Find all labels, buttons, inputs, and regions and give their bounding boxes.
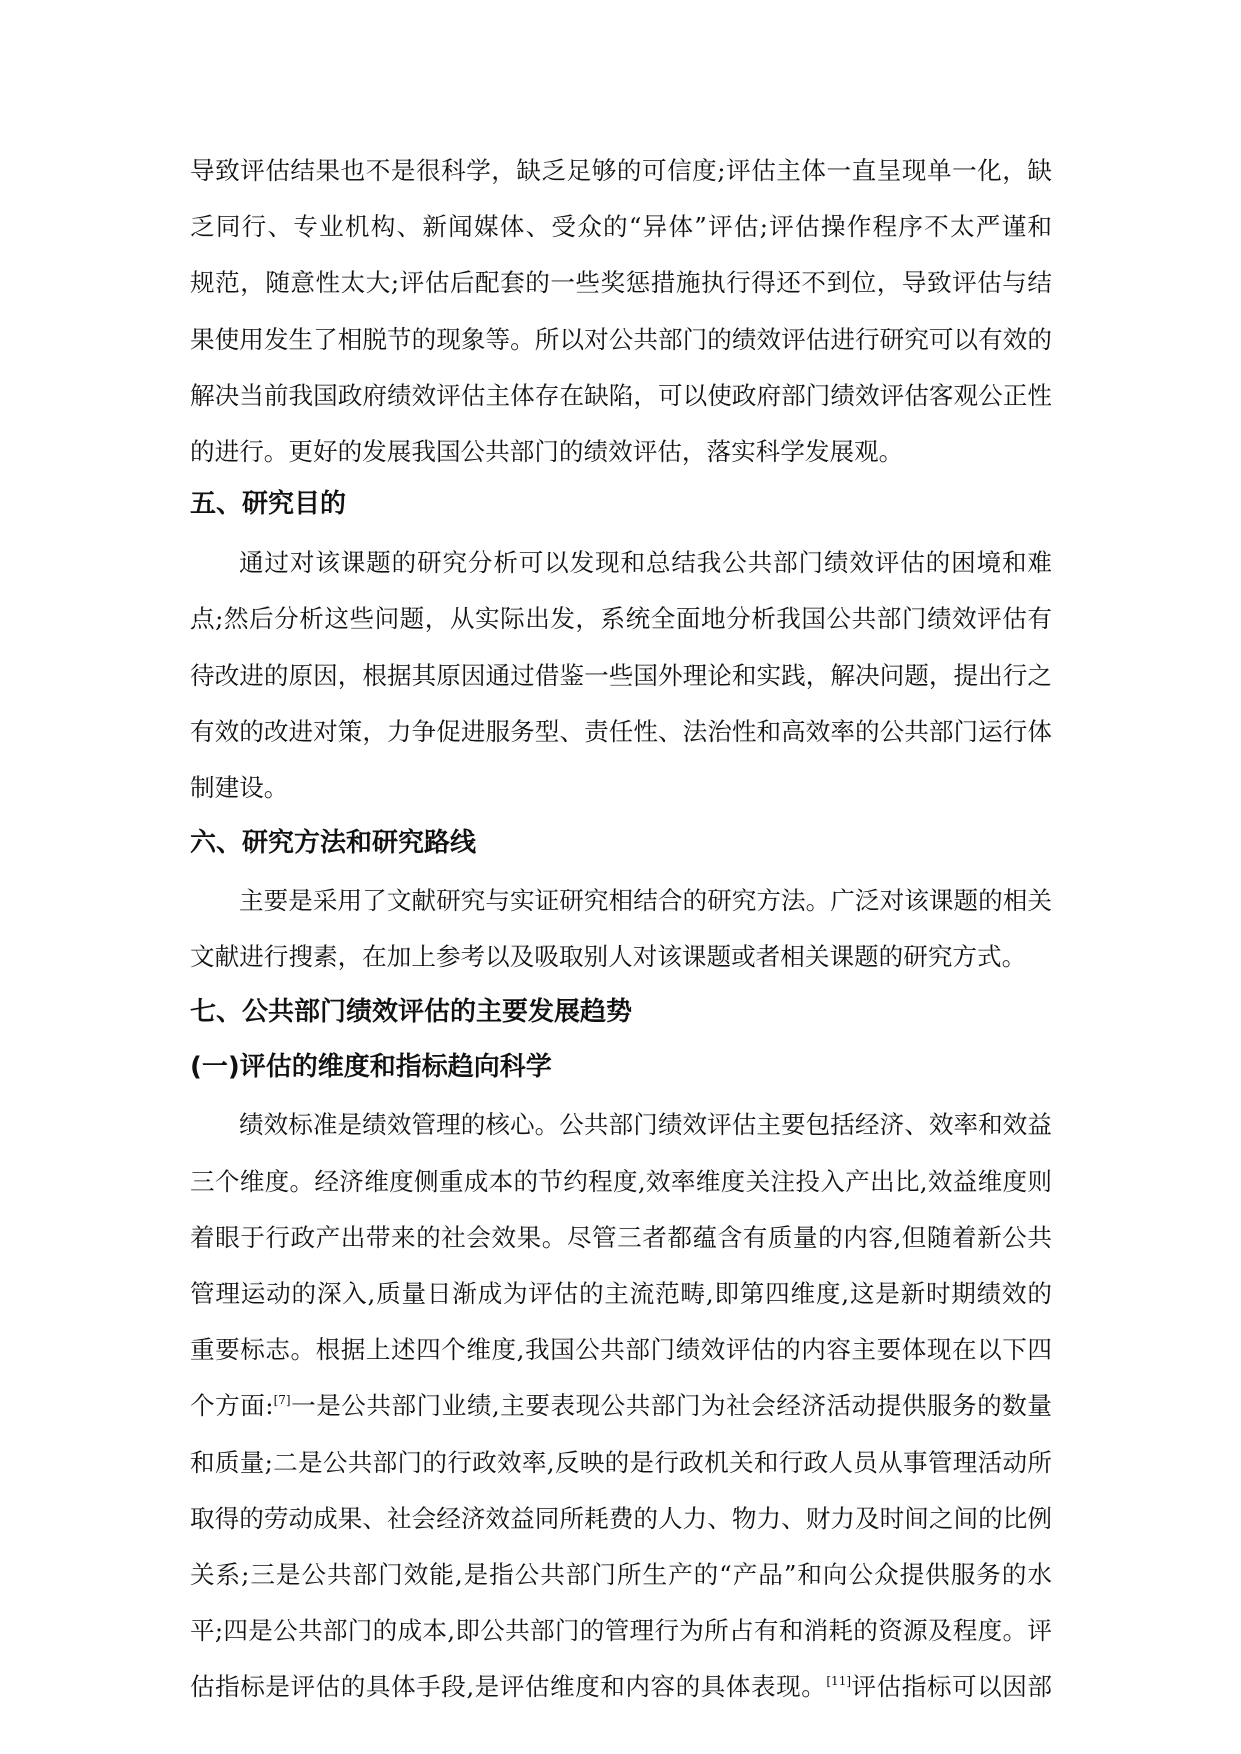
paragraph-line: 规范，随意性太大;评估后配套的一些奖惩措施执行得还不到位，导致评估与结 bbox=[190, 268, 1052, 298]
paragraph-line: 解决当前我国政府绩效评估主体存在缺陷，可以使政府部门绩效评估客观公正性 bbox=[190, 380, 1052, 410]
section-heading-research-purpose: 五、研究目的 bbox=[190, 489, 347, 520]
paragraph-line: 主要是采用了文献研究与实证研究相结合的研究方法。广泛对该课题的相关 bbox=[239, 886, 1052, 916]
paragraph-line: 通过对该课题的研究分析可以发现和总结我公共部门绩效评估的困境和难 bbox=[239, 548, 1052, 578]
paragraph-line: 文献进行搜素，在加上参考以及吸取别人对该课题或者相关课题的研究方式。 bbox=[190, 942, 1027, 972]
paragraph-line bbox=[190, 1666, 1052, 1707]
paragraph-line: 导致评估结果也不是很科学，缺乏足够的可信度;评估主体一直呈现单一化，缺 bbox=[190, 156, 1052, 185]
paragraph-line: 制建设。 bbox=[190, 772, 289, 802]
section-heading-research-method: 六、研究方法和研究路线 bbox=[190, 828, 477, 859]
paragraph-line: 待改进的原因，根据其原因通过借鉴一些国外理论和实践，解决问题，提出行之 bbox=[190, 660, 1052, 690]
dimensions-indicators-paragraph bbox=[190, 1104, 1052, 1707]
section-heading-development-trends: 七、公共部门绩效评估的主要发展趋势 bbox=[190, 997, 633, 1028]
paragraph-line: 果使用发生了相脱节的现象等。所以对公共部门的绩效评估进行研究可以有效的 bbox=[190, 324, 1052, 354]
research-purpose-paragraph bbox=[190, 542, 1052, 808]
paragraph-line: 管理运动的深入,质量日渐成为评估的主流范畴,即第四维度,这是新时期绩效的 bbox=[190, 1279, 1052, 1308]
paragraph-line: 取得的劳动成果、社会经济效益同所耗费的人力、物力、财力及时间之间的比例 bbox=[190, 1503, 1052, 1533]
paragraph-line bbox=[190, 1385, 1052, 1426]
citation-ref: [7] bbox=[273, 1393, 291, 1408]
line-text: 评估指标可以因部 bbox=[851, 1672, 1052, 1702]
paragraph-line: 着眼于行政产出带来的社会效果。尽管三者都蕴含有质量的内容,但随着新公共 bbox=[190, 1222, 1052, 1252]
paragraph-line: 三个维度。经济维度侧重成本的节约程度,效率维度关注投入产出比,效益维度则 bbox=[190, 1166, 1052, 1196]
line-text: 估指标是评估的具体手段,是评估维度和内容的具体表现。 bbox=[190, 1672, 827, 1702]
line-text: 一是公共部门业绩,主要表现公共部门为社会经济活动提供服务的数量 bbox=[290, 1391, 1052, 1421]
paragraph-line: 乏同行、专业机构、新闻媒体、受众的“异体”评估;评估操作程序不太严谨和 bbox=[190, 212, 1052, 242]
paragraph-line: 点;然后分析这些问题，从实际出发，系统全面地分析我国公共部门绩效评估有 bbox=[190, 604, 1052, 634]
paragraph-line: 关系;三是公共部门效能,是指公共部门所生产的“产品”和向公众提供服务的水 bbox=[190, 1559, 1052, 1589]
subsection-heading-dimensions-indicators: (一)评估的维度和指标趋向科学 bbox=[190, 1052, 552, 1083]
research-method-paragraph bbox=[190, 880, 1052, 977]
paragraph-line: 和质量;二是公共部门的行政效率,反映的是行政机关和行政人员从事管理活动所 bbox=[190, 1447, 1052, 1477]
paragraph-line: 绩效标准是绩效管理的核心。公共部门绩效评估主要包括经济、效率和效益 bbox=[239, 1110, 1052, 1140]
line-text: 个方面: bbox=[190, 1391, 274, 1421]
paragraph-line: 重要标志。根据上述四个维度,我国公共部门绩效评估的内容主要体现在以下四 bbox=[190, 1335, 1052, 1365]
paragraph-line: 有效的改进对策，力争促进服务型、责任性、法治性和高效率的公共部门运行体 bbox=[190, 716, 1052, 746]
paragraph-line: 的进行。更好的发展我国公共部门的绩效评估，落实科学发展观。 bbox=[190, 436, 904, 466]
paragraph-line: 平;四是公共部门的成本,即公共部门的管理行为所占有和消耗的资源及程度。评 bbox=[190, 1616, 1052, 1646]
intro-paragraph bbox=[190, 150, 1052, 472]
document-page bbox=[190, 150, 1052, 1723]
citation-ref: [11] bbox=[826, 1674, 852, 1689]
